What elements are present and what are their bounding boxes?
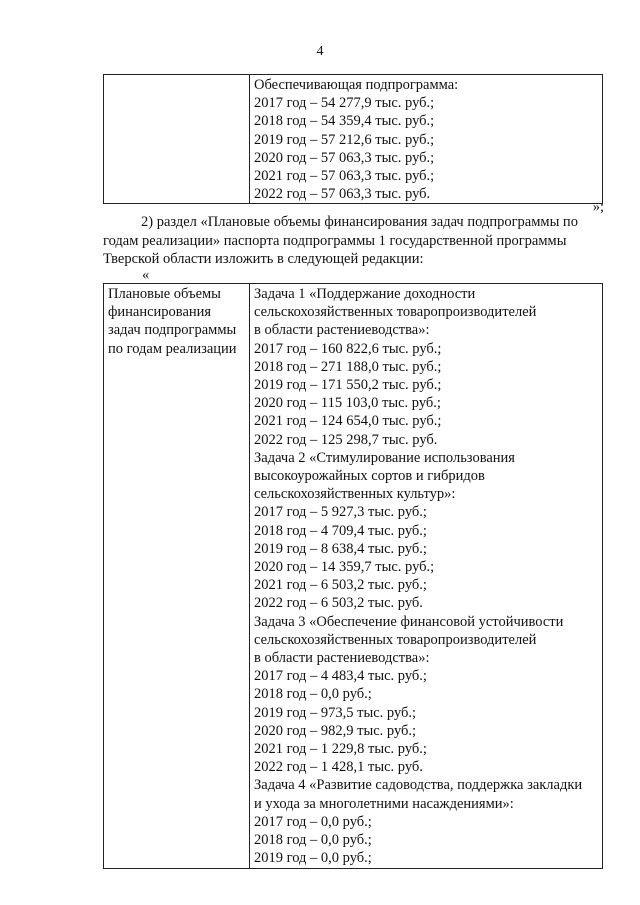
financing-value-line: 2022 год – 6 503,2 тыс. руб. — [254, 595, 423, 612]
financing-value-line: 2017 год – 4 483,4 тыс. руб.; — [254, 668, 427, 685]
top-table-line: 2019 год – 57 212,6 тыс. руб.; — [254, 131, 435, 148]
financing-value-line: 2020 год – 982,9 тыс. руб.; — [254, 722, 417, 739]
top-table-line: 2017 год – 54 277,9 тыс. руб.; — [254, 95, 435, 112]
top-table-line: Обеспечивающая подпрограмма: — [254, 77, 459, 93]
financing-value-line: в области растениеводства»: — [254, 650, 430, 667]
financing-value-line: высокоурожайных сортов и гибридов — [254, 468, 485, 485]
financing-value-line: Задача 4 «Развитие садоводства, поддержка закладки — [254, 777, 583, 794]
financing-value-line: 2021 год – 124 654,0 тыс. руб.; — [254, 413, 442, 430]
financing-value-line: 2021 год – 1 229,8 тыс. руб.; — [254, 741, 427, 758]
financing-value-line: Задача 3 «Обеспечение финансовой устойчивости — [254, 613, 564, 630]
financing-value-line: 2018 год – 0,0 руб.; — [254, 686, 372, 703]
top-table — [103, 74, 603, 204]
opening-quote: « — [142, 267, 150, 283]
top-table-line: 2022 год – 57 063,3 тыс. руб. — [254, 186, 431, 203]
financing-value-line: 2020 год – 14 359,7 тыс. руб.; — [254, 559, 435, 576]
financing-value-line: 2020 год – 115 103,0 тыс. руб.; — [254, 395, 441, 412]
financing-value-line: 2019 год – 973,5 тыс. руб.; — [254, 704, 417, 721]
financing-label-line: по годам реализации — [108, 340, 237, 357]
financing-value-line: 2019 год – 171 550,2 тыс. руб.; — [254, 377, 442, 394]
top-table-line: 2018 год – 54 359,4 тыс. руб.; — [254, 113, 435, 130]
financing-value-line: 2018 год – 0,0 руб.; — [254, 832, 372, 849]
financing-table — [103, 283, 603, 869]
financing-value-line: сельскохозяйственных культур»: — [254, 486, 456, 503]
amendment-paragraph — [103, 213, 603, 269]
paragraph-line: Тверской области изложить в следующей редакции: — [103, 251, 424, 268]
financing-value-line: 2018 год – 271 188,0 тыс. руб.; — [254, 358, 442, 375]
financing-value-line: 2017 год – 0,0 руб.; — [254, 813, 372, 830]
top-table-right-cell — [250, 75, 603, 204]
financing-value-line: 2019 год – 8 638,4 тыс. руб.; — [254, 540, 427, 557]
page-number: 4 — [316, 44, 324, 59]
paragraph-line: 2) раздел «Плановые объемы финансирования задач подпрограммы по — [141, 214, 578, 230]
closing-quote: »; — [592, 199, 604, 215]
top-table-line: 2021 год – 57 063,3 тыс. руб.; — [254, 168, 435, 185]
financing-table-label-cell — [104, 284, 250, 869]
top-table-line: 2020 год – 57 063,3 тыс. руб.; — [254, 149, 435, 166]
financing-label-line: финансирования — [108, 304, 212, 321]
financing-label-line: задач подпрограммы — [108, 322, 237, 339]
financing-value-line: 2017 год – 160 822,6 тыс. руб.; — [254, 340, 442, 357]
financing-value-line: 2018 год – 4 709,4 тыс. руб.; — [254, 522, 427, 539]
financing-value-line: 2021 год – 6 503,2 тыс. руб.; — [254, 577, 427, 594]
financing-value-line: 2019 год – 0,0 руб.; — [254, 850, 372, 867]
financing-value-line: Задача 1 «Поддержание доходности — [254, 286, 476, 302]
paragraph-line: годам реализации» паспорта подпрограммы 1 государственной программы — [103, 232, 567, 249]
financing-value-line: 2022 год – 1 428,1 тыс. руб. — [254, 759, 423, 776]
financing-value-line: 2017 год – 5 927,3 тыс. руб.; — [254, 504, 427, 521]
financing-value-line: сельскохозяйственных товаропроизводителей — [254, 304, 537, 321]
financing-value-line: в области растениеводства»: — [254, 322, 430, 339]
financing-value-line: 2022 год – 125 298,7 тыс. руб. — [254, 431, 438, 448]
top-table-left-cell — [104, 75, 250, 204]
financing-value-line: Задача 2 «Стимулирование использования — [254, 449, 515, 466]
financing-value-line: сельскохозяйственных товаропроизводителей — [254, 631, 537, 648]
financing-label-line: Плановые объемы — [108, 286, 221, 302]
financing-value-line: и ухода за многолетними насаждениями»: — [254, 795, 514, 812]
financing-table-values-cell — [250, 284, 603, 869]
